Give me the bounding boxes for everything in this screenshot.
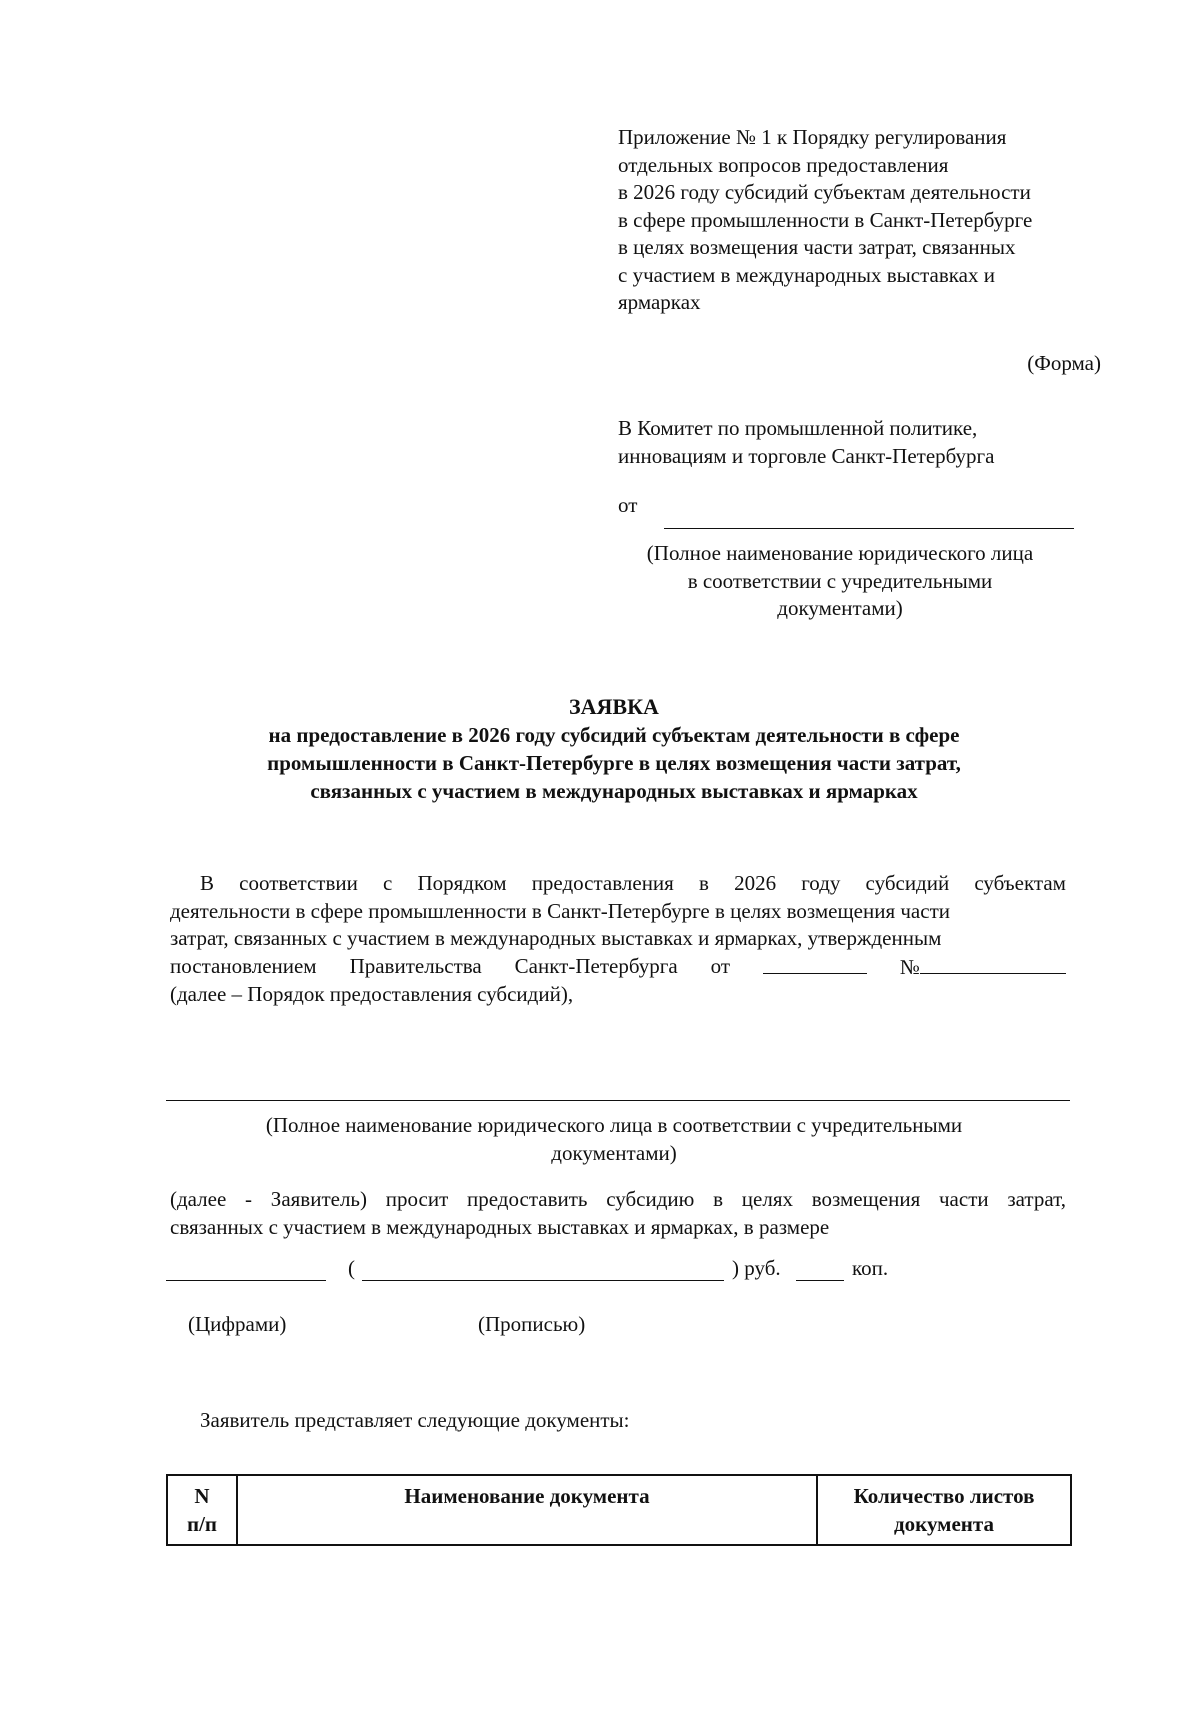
column-header-document-name: [237, 1475, 817, 1545]
column-header-number: [167, 1475, 237, 1545]
name-hint-line: (Полное наименование юридического лица в соответствии с учредительными: [265, 1113, 963, 1137]
addressee: [618, 415, 994, 470]
amount-figures-field[interactable]: [166, 1280, 326, 1281]
column-header-text: документа: [894, 1512, 994, 1536]
decree-date-field[interactable]: [763, 953, 867, 974]
title-line: связанных с участием в международных выставках и ярмарках: [310, 779, 918, 803]
column-header-text: N: [194, 1484, 210, 1508]
intro-word: с: [383, 871, 393, 895]
title-line: промышленности в Санкт-Петербурге в целях возмещения части затрат,: [267, 751, 961, 775]
from-hint: [600, 540, 1080, 623]
intro-word: В: [200, 871, 215, 895]
documents-intro: Заявитель представляет следующие документы:: [200, 1408, 630, 1432]
appendix-line: отдельных вопросов предоставления: [618, 152, 949, 177]
intro-word: в: [698, 871, 709, 895]
decree-number-field[interactable]: [920, 953, 1066, 974]
from-hint-line: (Полное наименование юридического лица: [646, 541, 1034, 565]
applicant-line-2: связанных с участием в международных выставках и ярмарках, в размере: [170, 1214, 830, 1239]
intro-line-2: деятельности в сфере промышленности в Санкт-Петербурге в целях возмещения части: [170, 898, 950, 923]
amount-kop-label: коп.: [852, 1256, 889, 1280]
applicant-name-hint: [160, 1112, 1068, 1167]
amount-open-paren: (: [348, 1256, 355, 1280]
from-hint-line: документами): [777, 596, 903, 620]
documents-table: [166, 1474, 1072, 1546]
words-label: (Прописью): [478, 1312, 586, 1336]
title-heading: ЗАЯВКА: [569, 694, 659, 719]
intro-line-1: [170, 870, 1066, 898]
column-header-text: п/п: [186, 1512, 218, 1536]
from-hint-line: в соответствии с учредительными: [687, 568, 993, 593]
applicant-line-1: (далее - Заявитель) просит предоставить субсидию в целях возмещения части затрат,: [170, 1187, 1066, 1211]
intro-word: предоставления: [531, 871, 674, 895]
addressee-line: В Комитет по промышленной политике,: [618, 416, 978, 440]
column-header-page-count: [817, 1475, 1071, 1545]
appendix-line: в целях возмещения части затрат, связанных: [618, 235, 1016, 259]
intro-word: 2026: [734, 871, 777, 895]
title-line: на предоставление в 2026 году субсидий субъектам деятельности в сфере: [268, 723, 960, 747]
appendix-line: с участием в международных выставках и: [618, 262, 995, 287]
addressee-line: инновациям и торговле Санкт-Петербурга: [618, 443, 995, 468]
intro-word: субсидий: [865, 871, 950, 895]
form-label: (Форма): [1027, 351, 1101, 375]
intro-word: от: [710, 953, 730, 978]
applicant-paragraph: [170, 1186, 1066, 1241]
column-header-text: Количество листов: [853, 1484, 1035, 1508]
intro-word: Правительства: [349, 953, 482, 978]
intro-paragraph: [170, 870, 1066, 1009]
intro-line-4: [170, 953, 1066, 982]
intro-word: году: [801, 871, 841, 895]
column-header-text: Наименование документа: [404, 1484, 650, 1508]
intro-word: постановлением: [170, 953, 317, 978]
appendix-line: в сфере промышленности в Санкт-Петербурге: [618, 207, 1033, 232]
intro-word: субъектам: [974, 871, 1066, 895]
applicant-name-field[interactable]: [166, 1100, 1070, 1101]
appendix-header: [618, 124, 1118, 317]
figures-label: (Цифрами): [188, 1312, 287, 1336]
intro-line-5: (далее – Порядок предоставления субсидий),: [170, 982, 574, 1006]
table-header-row: [167, 1475, 1071, 1545]
from-name-field[interactable]: [664, 528, 1074, 529]
appendix-line: в 2026 году субсидий субъектам деятельности: [618, 180, 1031, 204]
intro-line-3: затрат, связанных с участием в международных выставках и ярмарках, утвержденным: [170, 926, 942, 950]
amount-words-field[interactable]: [362, 1280, 724, 1281]
amount-kop-field[interactable]: [796, 1280, 844, 1281]
intro-word: Санкт-Петербурга: [514, 953, 678, 978]
document-title: [160, 693, 1068, 805]
appendix-line: ярмарках: [618, 290, 701, 314]
appendix-line: Приложение № 1 к Порядку регулирования: [618, 125, 1007, 149]
intro-word: соответствии: [239, 871, 358, 895]
intro-word: Порядком: [417, 871, 507, 895]
name-hint-line: документами): [551, 1140, 677, 1165]
amount-rub-label: ) руб.: [732, 1256, 781, 1280]
decree-number-label: №: [899, 954, 920, 979]
from-label: от: [618, 493, 638, 517]
